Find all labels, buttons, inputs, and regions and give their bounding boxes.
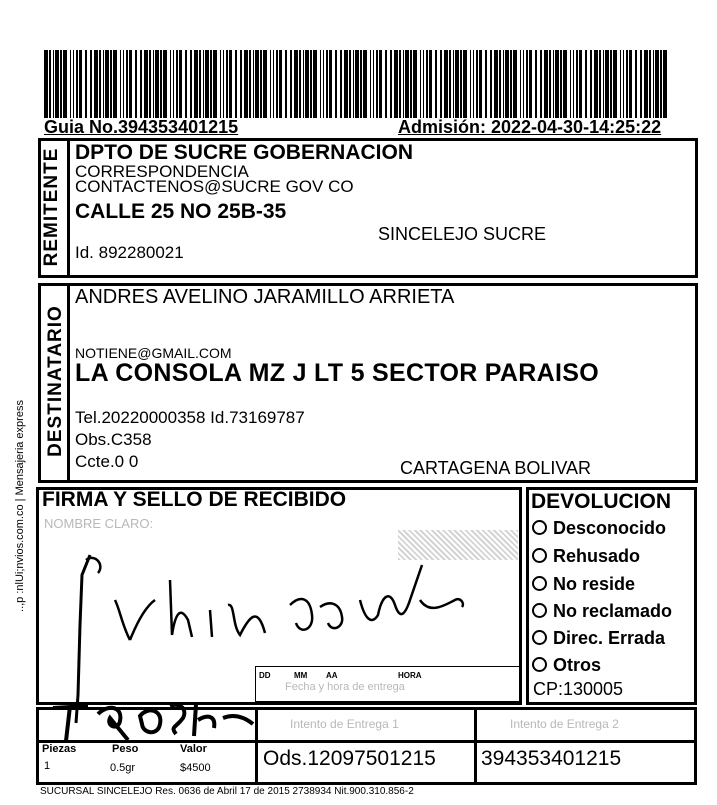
barcode-bar [299,50,301,118]
destinatario-tel: Tel.20220000358 Id.73169787 [75,408,305,427]
option-label: Direc. Errada [553,628,666,648]
guia-number: Guia No.394353401215 [44,117,239,137]
firma-title: FIRMA Y SELLO DE RECIBIDO [42,488,347,511]
barcode-bar [655,50,659,118]
barcode-bar [310,50,312,118]
barcode-bar [199,50,201,118]
barcode-bar [603,50,604,118]
barcode [44,50,672,120]
barcode-bar [385,50,387,118]
barcode-bar [273,50,274,118]
barcode-bar [379,50,382,118]
barcode-bar [610,50,612,118]
sucursal-line: SUCURSAL SINCELEJO Res. 0636 de Abril 17 de 2015 2738934 Nit.900.310.856-2 [40,786,414,797]
destinatario-label-divider [67,283,70,483]
barcode-bar [179,50,182,118]
barcode-bar [320,50,321,118]
destinatario-email: NOTIENE@GMAIL.COM [75,345,232,361]
barcode-bar [126,50,128,118]
barcode-bar [413,50,417,118]
barcode-bar [260,50,262,118]
barcode-bar [473,50,474,118]
barcode-bar [149,50,151,118]
peso-label: Peso [112,743,139,755]
valor-value: $4500 [180,762,211,774]
barcode-bar [599,50,601,118]
barcode-bar [420,50,421,118]
barcode-bar [340,50,342,118]
date-header-aa: AA [326,671,338,680]
option-label: No reclamado [553,601,673,621]
barcode-bar [120,50,121,118]
remitente-city: SINCELEJO SUCRE [378,224,547,244]
barcode-bar [499,50,501,118]
barcode-bar [294,50,298,118]
barcode-bar [526,50,528,118]
barcode-bar [344,50,348,118]
barcode-bar [570,50,571,118]
remitente-label: REMITENTE [41,147,62,267]
barcode-bar [355,50,359,118]
barcode-bar [105,50,109,118]
barcode-bar [613,50,617,118]
radio-circle-icon [532,657,547,672]
barcode-bar [513,50,517,118]
barcode-bar [403,50,404,118]
barcode-bar [60,50,62,118]
barcode-bar [410,50,412,118]
barcode-bar [63,50,67,118]
option-label: Rehusado [553,546,641,566]
barcode-bar [53,50,54,118]
barcode-bar [73,50,74,118]
piezas-value: 1 [44,760,51,772]
option-no-reclamado[interactable] [532,601,672,622]
barcode-bar [620,50,621,118]
barcode-bar [394,50,398,118]
barcode-bar [229,50,232,118]
barcode-bar [373,50,374,118]
barcode-bar [560,50,562,118]
barcode-bar [76,50,78,118]
remitente-email: CONTACTENOS@SUCRE GOV CO [75,177,354,196]
side-website-text: ..,p :nlUi;nvios.com.co | Mensajeria express [14,400,26,612]
barcode-bar [490,50,492,118]
nombre-claro-label: NOMBRE CLARO: [44,516,154,531]
barcode-bar [435,50,437,118]
option-label: Otros [553,655,602,675]
barcode-bar [249,50,251,118]
radio-circle-icon [532,603,547,618]
barcode-bar [505,50,509,118]
option-label: No reside [553,574,636,594]
barcode-bar [173,50,174,118]
barcode-bar [660,50,662,118]
destinatario-obs: Obs.C358 [75,430,152,449]
remitente-label-divider [67,138,70,278]
barcode-bar [90,50,92,118]
barcode-bar [110,50,112,118]
option-otros[interactable] [532,655,601,676]
barcode-bar [313,50,317,118]
barcode-bar [79,50,82,118]
remitente-id: Id. 892280021 [75,243,184,262]
ods-number: Ods.12097501215 [263,747,436,770]
barcode-bar [135,50,137,118]
barcode-bar [205,50,209,118]
barcode-bar [44,50,48,118]
barcode-bar [485,50,487,118]
remitente-line2: CORRESPONDENCIA [75,162,249,181]
postal-code: CP:130005 [533,679,624,699]
barcode-bar [144,50,148,118]
barcode-bar [55,50,59,118]
option-no-reside[interactable] [532,574,635,595]
barcode-bar [323,50,324,118]
option-label: Desconocido [553,518,667,538]
option-rehusado[interactable] [532,546,640,567]
barcode-bar [626,50,628,118]
barcode-bar [429,50,432,118]
barcode-bar [605,50,609,118]
date-header-dd: DD [259,671,271,680]
barcode-bar [510,50,512,118]
barcode-bar [629,50,632,118]
barcode-bar [285,50,287,118]
date-caption: Fecha y hora de entrega [285,681,405,693]
barcode-bar [276,50,278,118]
barcode-bar [153,50,154,118]
devolucion-title: DEVOLUCION [531,490,672,513]
barcode-bar [644,50,648,118]
barcode-bar [426,50,428,118]
remitente-name: DPTO DE SUCRE GOBERNACION [75,141,413,164]
barcode-bar [155,50,159,118]
barcode-bar [190,50,192,118]
barcode-bar [405,50,409,118]
remitente-address: CALLE 25 NO 25B-35 [75,200,287,223]
barcode-bar [553,50,554,118]
radio-circle-icon [532,630,547,645]
barcode-bar [70,50,71,118]
peso-value: 0.5gr [110,762,136,774]
barcode-bar [163,50,167,118]
barcode-bar [113,50,117,118]
destinatario-address: LA CONSOLA MZ J LT 5 SECTOR PARAISO [75,359,599,387]
barcode-bar [653,50,654,118]
destinatario-label: DESTINATARIO [45,305,66,457]
barcode-bar [453,50,454,118]
option-desconocido[interactable] [532,518,666,539]
footer-vline-2 [474,707,477,785]
barcode-bar [235,50,237,118]
barcode-bar [335,50,337,118]
barcode-bar [223,50,224,118]
date-header-mm: MM [294,671,308,680]
barcode-bar [423,50,424,118]
barcode-bar [129,50,132,118]
radio-circle-icon [532,576,547,591]
barcode-bar [305,50,309,118]
barcode-bar [449,50,451,118]
barcode-bar [440,50,442,118]
destinatario-ccte: Ccte.0 0 [75,452,139,471]
destinatario-name: ANDRES AVELINO JARAMILLO ARRIETA [75,286,455,308]
barcode-bar [444,50,448,118]
barcode-bar [220,50,221,118]
barcode-bar [460,50,462,118]
barcode-bar [160,50,162,118]
barcode-bar [253,50,254,118]
barcode-bar [463,50,467,118]
barcode-bar [176,50,178,118]
barcode-bar [94,50,98,118]
barcode-bar [455,50,459,118]
option-direc-errada[interactable] [532,628,665,649]
intento-entrega-2: Intento de Entrega 2 [510,717,619,731]
barcode-bar [590,50,592,118]
barcode-bar [290,50,292,118]
barcode-bar [99,50,101,118]
barcode-bar [370,50,371,118]
barcode-bar [123,50,124,118]
barcode-bar [576,50,578,118]
barcode-bar [255,50,259,118]
barcode-bar [244,50,248,118]
barcode-bar [623,50,624,118]
barcode-bar [194,50,198,118]
barcode-bar [226,50,228,118]
radio-circle-icon [532,548,547,563]
barcode-bar [360,50,362,118]
barcode-bar [349,50,351,118]
barcode-bar [579,50,582,118]
barcode-bar [663,50,667,118]
footer-guia-number: 394353401215 [481,747,622,770]
initials-text [10,10,12,11]
barcode-bar [263,50,267,118]
barcode-bar [85,50,87,118]
barcode-bar [549,50,551,118]
barcode-bar [585,50,587,118]
barcode-bar [594,50,598,118]
barcode-bar [523,50,524,118]
barcode-bar [535,50,537,118]
barcode-bar [326,50,328,118]
handwritten-initials [48,696,258,744]
intento-entrega-1: Intento de Entrega 1 [290,717,399,731]
barcode-bar [476,50,478,118]
barcode-bar [640,50,642,118]
barcode-bar [49,50,51,118]
barcode-bar [503,50,504,118]
barcode-bar [170,50,171,118]
barcode-bar [210,50,212,118]
barcode-bar [270,50,271,118]
barcode-bar [279,50,282,118]
barcode-bar [494,50,498,118]
barcode-bar [353,50,354,118]
admission-datetime: Admisión: 2022-04-30-14:25:22 [398,117,662,137]
valor-label: Valor [180,743,207,755]
piezas-label: Piezas [42,743,77,755]
barcode-bar [635,50,637,118]
barcode-bar [649,50,651,118]
barcode-bar [573,50,574,118]
barcode-bar [540,50,542,118]
barcode-bar [103,50,104,118]
barcode-bar [140,50,142,118]
barcode-bar [240,50,242,118]
barcode-bar [479,50,482,118]
radio-circle-icon [532,520,547,535]
barcode-bar [390,50,392,118]
date-header-hora: HORA [398,671,422,680]
barcode-bar [376,50,378,118]
barcode-bar [213,50,217,118]
barcode-bar [555,50,559,118]
destinatario-city: CARTAGENA BOLIVAR [400,458,592,478]
barcode-bar [399,50,401,118]
barcode-bar [185,50,187,118]
barcode-bar [529,50,532,118]
barcode-bar [303,50,304,118]
barcode-bar [470,50,471,118]
barcode-bar [363,50,367,118]
barcode-bar [203,50,204,118]
barcode-bar [520,50,521,118]
barcode-bar [563,50,567,118]
barcode-bar [544,50,548,118]
barcode-bar [329,50,332,118]
